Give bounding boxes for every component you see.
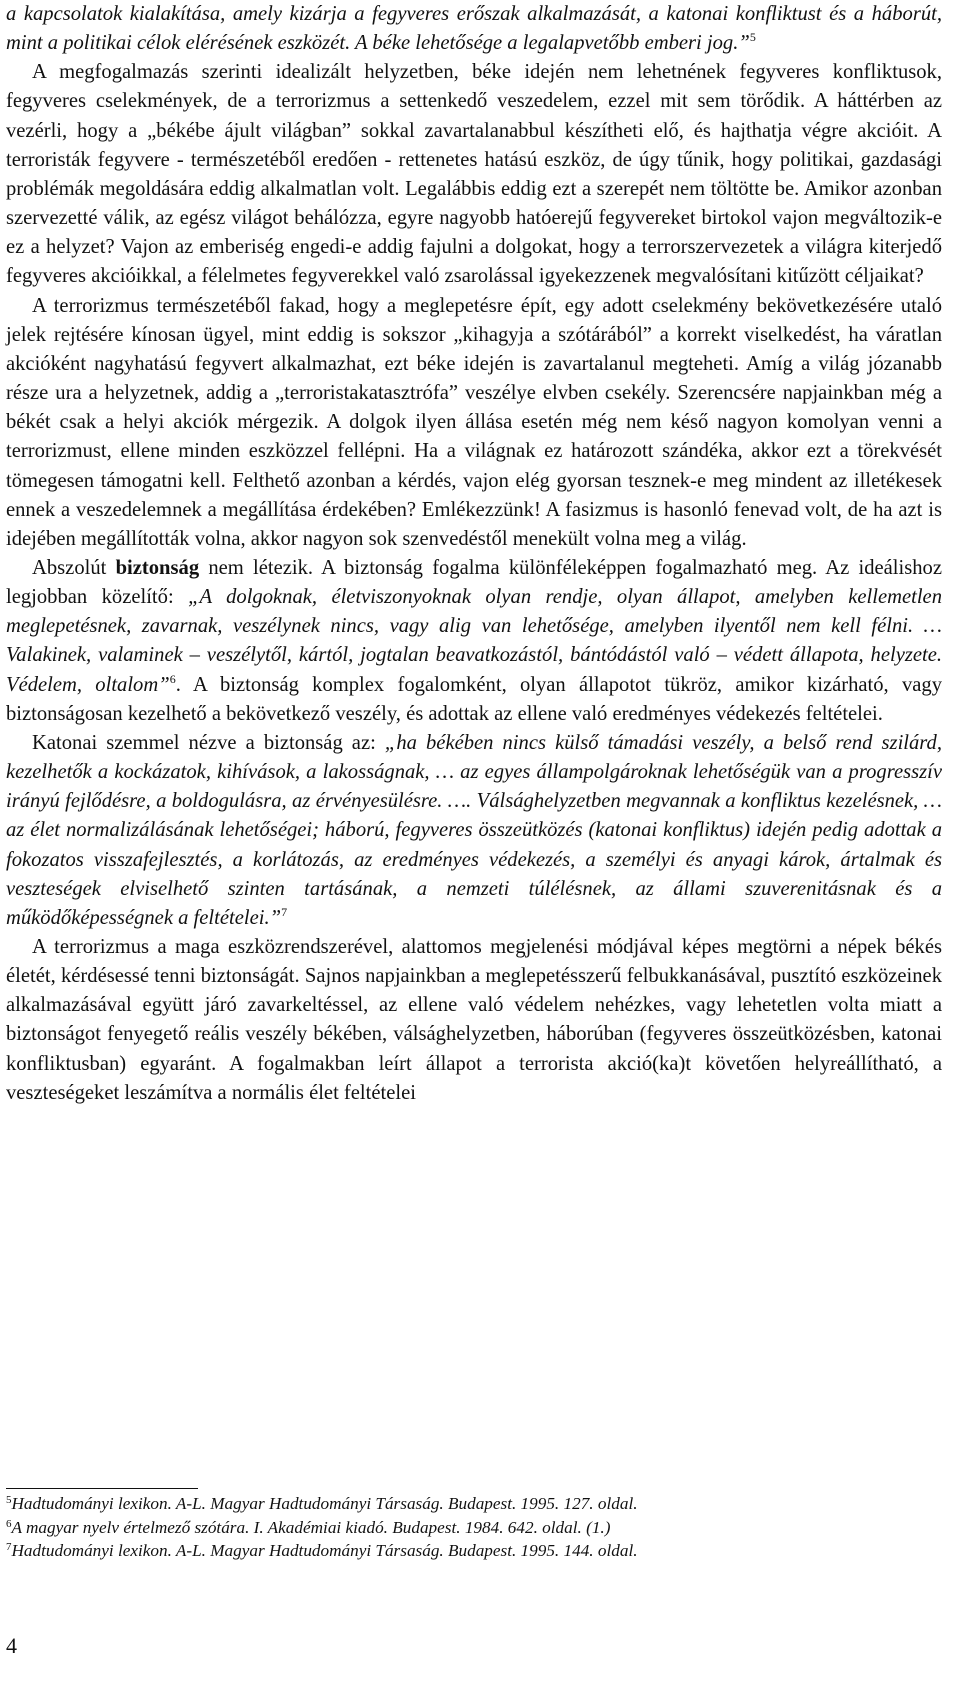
paragraph-2: A megfogalmazás szerinti idealizált helyzetben, béke idején nem lehetnének fegyveres konfliktusok, fegyveres cselekmények, de a terrorizmus a settenkedő veszedelem, ezzel mit sem törődik. A háttérben az vezérli, hogy a „békébe ájult világban” sokkal zavartalanabbul készítheti elő, és hajthatja végre akcióit. A terroristák fegyvere - természetéből eredően - rettenetes hatású eszköz, de úgy tűnik, hogy politikai, gazdasági problémák megoldására eddig alkalmatlan volt. Legalábbis eddig ezt a szerepét nem töltötte be. Amikor azonban szervezetté válik, az egész világot behálózza, egyre nagyobb hatóerejű fegyvereket birtokol vajon megváltozik-e ez a helyzet? Vajon az emberiség engedi-e addig fajulni a dolgokat, hogy a terrorszervezetek a világra kiterjedő fegyveres akcióikkal, a félelmetes fegyverekkel való zsarolással igyekezzenek megvalósítani kitűzött céljaikat? <box>6 61 942 288</box>
p4-tail: . A biztonság komplex fogalomként, olyan állapotot tükröz, amikor kizárható, vagy biztonságosan kezelhető a bekövetkező veszély, és adottak az ellene való eredményes védekezés feltételei. <box>6 673 942 725</box>
footnote-7 <box>6 1539 942 1563</box>
page-number: 4 <box>6 1633 17 1658</box>
footnote-ref-7[interactable]: 7 <box>281 904 288 919</box>
paragraph-6: A terrorizmus a maga eszközrendszerével, alattomos megjelenési módjával képes megtörni a népek békés életét, kérdésessé tenni biztonságát. Sajnos napjainkban a meglepetésszerű felbukkanásával, pusztító eszközeinek alkalmazásával együtt járó zavarkeltéssel, az ellene való védelem nehézkes, vagy lehetetlen volta miatt a biztonságot fenyegető reális veszély békében, válsághelyzetben, háborúban (fegyveres összeütközésben, katonai konfliktusban) egyaránt. A fogalmakban leírt állapot a terrorista akció(ka)t követően helyreállítható, a veszteségeket leszámítva a normális élet feltételei <box>6 936 942 1104</box>
footnote-5 <box>6 1492 942 1516</box>
footnote-text: Hadtudományi lexikon. A-L. Magyar Hadtudományi Társaság. Budapest. 1995. 144. oldal. <box>11 1541 638 1560</box>
footnote-number: 6 <box>6 1517 12 1530</box>
paragraph-5 <box>6 729 942 933</box>
footnote-divider <box>6 1488 198 1489</box>
p4-lead: Abszolút <box>32 556 116 579</box>
footnote-ref-6[interactable]: 6 <box>169 671 176 686</box>
body-text <box>6 0 942 1108</box>
footnote-ref-5[interactable]: 5 <box>749 30 756 45</box>
p4-mid: nem létezik. A biztonság fogalma különféleképpen fogalmazható meg. Az ideálishoz legjobban közelítő: <box>6 556 942 609</box>
paragraph-4 <box>6 554 942 729</box>
p5-lead: Katonai szemmel nézve a biztonság az: <box>32 731 385 754</box>
footnote-number: 5 <box>6 1494 12 1506</box>
military-security-quote: „ha békében nincs külső támadási veszély, a belső rend szilárd, kezelhetők a kockázatok, kihívások, a lakosságnak, … az egyes állampolgároknak lehetőségük van a progresszív irányú fejlődésre, a boldogulásra, az érvényesülésre. …. Válsághelyzetben megvannak a konfliktus kezelésnek, … az élet normalizálásának lehetőségei; háború, fegyveres összeütközés (katonai konfliktus) idején pedig adottak a fokozatos visszafejlesztés, a korlátozás, az eredményes védekezés, a személyi és anyagi károk, ártalmak és veszteségek elviselhető szinten tartásának, a nemzeti túlélésnek, az állami szuverenitásnak és a működőképességnek a feltételei.” <box>6 731 943 929</box>
footnote-number: 7 <box>6 1541 12 1553</box>
definition-quote: a kapcsolatok kialakítása, amely kizárja a fegyveres erőszak alkalmazását, a katonai konfliktust és a háborút, mint a politikai célok elérésének eszközét. A béke lehetősége a legalapvetőbb emberi jog.” <box>6 3 942 55</box>
paragraph-3: A terrorizmus természetéből fakad, hogy a meglepetésre épít, egy adott cselekmény bekövetkezésére utaló jelek rejtésére kínosan ügyel, mint eddig is sokszor „kihagyja a szótárából” a korrekt viselkedést, ha váratlan akcióként nagyhatású fegyvert alkalmazhat, ezt béke idején is zavartalanul megteheti. Amíg a világ józanabb része ura a helyzetnek, addig a „terroristakatasztrófa” veszélye elvben csekély. Szerencsére napjainkban még a békét csak a helyi akciók mérgezik. A dolgok ilyen állása esetén még nem késő nagyon komolyan venni a terrorizmust, ellene minden eszközzel fellépni. Ha a világnak ez határozott szándéka, akkor ezt a törekvését tömegesen támogatni kell. Felthető azonban a kérdés, vajon elég gyorsan tesznek-e meg mindent az illetékesek ennek a veszedelemnek a megállítása érdekében? Emlékezzünk! A fasizmus is hasonló fenevad volt, de ha azt is idejében megállították volna, akkor nagyon sok szenvedéstől menekült volna meg a világ. <box>6 294 942 550</box>
term-biztonsag: biztonság <box>115 556 200 579</box>
footnote-text: A magyar nyelv értelmező szótára. I. Akadémiai kiadó. Budapest. 1984. 642. oldal. (1.) <box>11 1517 611 1537</box>
footnote-6 <box>6 1516 942 1540</box>
footnotes <box>6 1492 942 1563</box>
paragraph-1 <box>6 0 942 58</box>
security-definition-quote: „A dolgoknak, életviszonyoknak olyan rendje, olyan állapot, amelyben kellemetlen meglepetésnek, zavarnak, veszélynek nincs, vagy alig van lehetősége, amelyben ilyentől nem kell félni. … Valakinek, valaminek – veszélytől, kártól, jogtalan beavatkozástól, bántódástól való – védett állapota, helyzete. Védelem, oltalom” <box>6 586 942 696</box>
footnote-text: Hadtudományi lexikon. A-L. Magyar Hadtudományi Társaság. Budapest. 1995. 127. oldal. <box>11 1494 638 1513</box>
